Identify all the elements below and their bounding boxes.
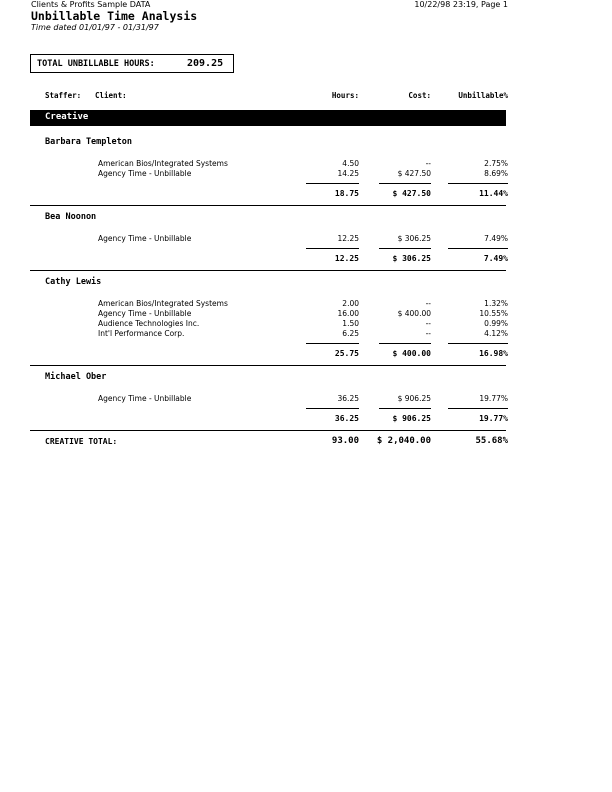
cost-value: -- bbox=[425, 319, 431, 328]
subtotal-cost: $ 306.25 bbox=[392, 254, 431, 263]
cost-value: -- bbox=[425, 299, 431, 308]
subtotal-pct: 19.77% bbox=[479, 414, 508, 423]
table-row bbox=[0, 394, 612, 404]
department-total-pct: 55.68% bbox=[475, 436, 508, 446]
pct-value: 0.99% bbox=[484, 319, 508, 328]
cost-value: -- bbox=[425, 159, 431, 168]
subtotal-rule-pct bbox=[448, 183, 508, 184]
subtotal-rule-hours bbox=[306, 343, 359, 344]
pct-value: 19.77% bbox=[479, 394, 508, 403]
client-name: Audience Technologies Inc. bbox=[98, 319, 200, 328]
hours-value: 4.50 bbox=[342, 159, 359, 168]
total-unbillable-box bbox=[30, 54, 234, 73]
company-name: Clients & Profits Sample DATA bbox=[31, 0, 151, 9]
pct-value: 7.49% bbox=[484, 234, 508, 243]
subtotal-hours: 25.75 bbox=[334, 349, 359, 358]
cost-value: $ 400.00 bbox=[397, 309, 431, 318]
subtotal-rule-hours bbox=[306, 248, 359, 249]
subtotal-rule-pct bbox=[448, 408, 508, 409]
subtotal-rule-cost bbox=[379, 408, 431, 409]
subtotal-rule-cost bbox=[379, 183, 431, 184]
cost-value: -- bbox=[425, 329, 431, 338]
client-name: American Bios/Integrated Systems bbox=[98, 159, 228, 168]
client-name: Agency Time - Unbillable bbox=[98, 394, 192, 403]
subtotal-cost: $ 400.00 bbox=[392, 349, 431, 358]
table-row bbox=[0, 159, 612, 169]
subtotal-cost: $ 427.50 bbox=[392, 189, 431, 198]
hours-value: 2.00 bbox=[342, 299, 359, 308]
staffer-separator bbox=[30, 270, 506, 271]
subtotal-hours: 12.25 bbox=[334, 254, 359, 263]
date-range: Time dated 01/01/97 - 01/31/97 bbox=[31, 23, 159, 32]
pct-value: 4.12% bbox=[484, 329, 508, 338]
staffer-name: Cathy Lewis bbox=[45, 277, 102, 287]
cost-value: $ 306.25 bbox=[397, 234, 431, 243]
column-header-unbillable-pct: Unbillable% bbox=[458, 91, 508, 100]
department-total-label: CREATIVE TOTAL: bbox=[45, 437, 118, 446]
hours-value: 1.50 bbox=[342, 319, 359, 328]
table-row bbox=[0, 234, 612, 244]
client-name: Agency Time - Unbillable bbox=[98, 234, 192, 243]
subtotal-pct: 7.49% bbox=[483, 254, 508, 263]
subtotal-hours: 18.75 bbox=[334, 189, 359, 198]
table-row bbox=[0, 309, 612, 319]
department-total-hours: 93.00 bbox=[331, 436, 359, 446]
subtotal-rule-cost bbox=[379, 343, 431, 344]
pct-value: 2.75% bbox=[484, 159, 508, 168]
client-name: Agency Time - Unbillable bbox=[98, 309, 192, 318]
pct-value: 10.55% bbox=[479, 309, 508, 318]
column-header-client: Client: bbox=[95, 91, 127, 100]
client-name: Int'l Performance Corp. bbox=[98, 329, 185, 338]
subtotal-pct: 16.98% bbox=[479, 349, 508, 358]
client-name: American Bios/Integrated Systems bbox=[98, 299, 228, 308]
subtotal-pct: 11.44% bbox=[479, 189, 508, 198]
staffer-name: Michael Ober bbox=[45, 372, 107, 382]
department-bar bbox=[30, 110, 506, 126]
staffer-separator bbox=[30, 205, 506, 206]
cost-value: $ 906.25 bbox=[397, 394, 431, 403]
column-header-staffer: Staffer: bbox=[45, 91, 82, 100]
pct-value: 1.32% bbox=[484, 299, 508, 308]
staffer-separator bbox=[30, 430, 506, 431]
total-unbillable-value: 209.25 bbox=[187, 58, 224, 69]
cost-value: $ 427.50 bbox=[397, 169, 431, 178]
table-row bbox=[0, 299, 612, 309]
table-row bbox=[0, 169, 612, 179]
staffer-separator bbox=[30, 365, 506, 366]
table-row bbox=[0, 319, 612, 329]
report-title: Unbillable Time Analysis bbox=[31, 9, 198, 23]
print-date-page: 10/22/98 23:19, Page 1 bbox=[414, 0, 508, 9]
department-name: Creative bbox=[45, 112, 89, 122]
subtotal-rule-hours bbox=[306, 183, 359, 184]
hours-value: 14.25 bbox=[337, 169, 359, 178]
subtotal-cost: $ 906.25 bbox=[392, 414, 431, 423]
subtotal-rule-hours bbox=[306, 408, 359, 409]
staffer-name: Barbara Templeton bbox=[45, 137, 132, 147]
hours-value: 6.25 bbox=[342, 329, 359, 338]
hours-value: 16.00 bbox=[337, 309, 359, 318]
total-unbillable-label: TOTAL UNBILLABLE HOURS: bbox=[37, 59, 155, 69]
pct-value: 8.69% bbox=[484, 169, 508, 178]
subtotal-rule-pct bbox=[448, 343, 508, 344]
table-row bbox=[0, 329, 612, 339]
column-header-hours: Hours: bbox=[331, 91, 359, 100]
staffer-name: Bea Noonon bbox=[45, 212, 97, 222]
column-header-cost: Cost: bbox=[408, 91, 431, 100]
subtotal-rule-pct bbox=[448, 248, 508, 249]
client-name: Agency Time - Unbillable bbox=[98, 169, 192, 178]
subtotal-rule-cost bbox=[379, 248, 431, 249]
department-total-cost: $ 2,040.00 bbox=[376, 436, 431, 446]
hours-value: 12.25 bbox=[337, 234, 359, 243]
hours-value: 36.25 bbox=[337, 394, 359, 403]
subtotal-hours: 36.25 bbox=[334, 414, 359, 423]
